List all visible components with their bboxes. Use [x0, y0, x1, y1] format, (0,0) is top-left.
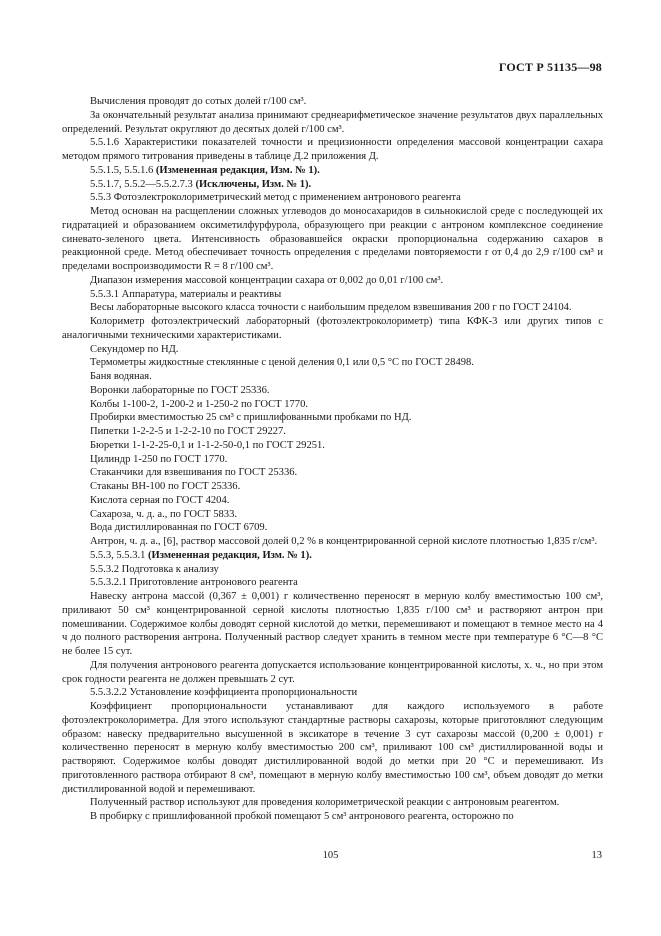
paragraph [62, 453, 603, 467]
paragraph-text: Воронки лабораторные по ГОСТ 25336. [90, 384, 270, 396]
paragraph [62, 370, 603, 384]
paragraph [62, 796, 603, 810]
paragraph [62, 288, 603, 302]
paragraph-text: Диапазон измерения массовой концентрации сахара от 0,002 до 0,01 г/100 см³. [90, 274, 444, 286]
paragraph-text: 5.5.3.2.1 Приготовление антронового реагента [90, 577, 298, 589]
amendment-note: (Исключены, Изм. № 1). [195, 178, 312, 190]
paragraph [62, 274, 603, 288]
paragraph [62, 95, 603, 109]
paragraph [62, 563, 603, 577]
paragraph [62, 178, 603, 192]
paragraph [62, 576, 603, 590]
paragraph-text: 5.5.3 Фотоэлектроколориметрический метод с применением антронового реагента [90, 192, 461, 204]
document-body [62, 95, 603, 824]
paragraph-text: Антрон, ч. д. а., [6], раствор массовой долей 0,2 % в концентрированной серной кислоте плотностью 1,835 г/см³. [90, 536, 598, 547]
paragraph [62, 521, 603, 535]
paragraph [62, 315, 603, 343]
paragraph [62, 659, 603, 687]
paragraph-text: 5.5.3.2.2 Установление коэффициента пропорциональности [90, 687, 358, 699]
paragraph-text: Пробирки вместимостью 25 см³ с пришлифованными пробками по НД. [90, 412, 412, 424]
paragraph-text: 5.5.1.6 Характеристики показателей точности и прецизионности определения массовой концентрации сахара методом прямого титрования приведены в таблице Д.2 приложения Д. [62, 137, 603, 162]
paragraph-text: Термометры жидкостные стеклянные с ценой деления 0,1 или 0,5 °С по ГОСТ 28498. [90, 357, 474, 369]
paragraph [62, 590, 603, 659]
paragraph-text: Навеску антрона массой (0,367 ± 0,001) г количественно переносят в мерную колбу вместимостью 100 см³, приливают 50 см³ концентрированной серной кислоты плотностью 1,835 г/100 см³ и растворяют антрон при помешивании. Содержимое колбы доводят серной кислотой до метки, перемешивают и помещают в темное место на 4 ч до полного растворения антрона. Полученный раствор следует хранить в темном месте при температуре 6 °С—8 °С не более 15 сут. [62, 591, 603, 657]
paragraph-text: Цилиндр 1-250 по ГОСТ 1770. [90, 453, 228, 465]
paragraph [62, 508, 603, 522]
paragraph-text: 5.5.3.1 Аппаратура, материалы и реактивы [90, 288, 282, 300]
paragraph-text: Кислота серная по ГОСТ 4204. [90, 494, 230, 506]
paragraph-text: Вода дистиллированная по ГОСТ 6709. [90, 522, 268, 534]
paragraph [62, 700, 603, 796]
paragraph [62, 480, 603, 494]
paragraph [62, 535, 603, 549]
paragraph-text: Весы лабораторные высокого класса точности с наибольшим пределом взвешивания 200 г по ГОСТ 24104. [90, 302, 572, 314]
paragraph [62, 205, 603, 274]
paragraph-text: Баня водяная. [90, 371, 152, 382]
paragraph [62, 810, 603, 824]
paragraph-text: 5.5.1.5, 5.5.1.6 [90, 164, 156, 176]
paragraph-text: Колориметр фотоэлектрический лабораторный (фотоэлектроколориметр) типа КФК-3 или других типов с аналогичными техническими характеристиками. [62, 316, 603, 341]
paragraph [62, 411, 603, 425]
amendment-note: (Измененная редакция, Изм. № 1). [155, 164, 320, 176]
amendment-note: (Измененная редакция, Изм. № 1). [148, 549, 312, 561]
paragraph [62, 425, 603, 439]
paragraph [62, 494, 603, 508]
paragraph [62, 686, 603, 700]
paragraph-text: В пробирку с пришлифованной пробкой помещают 5 см³ антронового реагента, осторожно по [90, 811, 514, 822]
paragraph-text: Пипетки 1-2-2-5 и 1-2-2-10 по ГОСТ 29227. [90, 426, 286, 437]
page-number: 105 [322, 850, 339, 861]
sheet-number: 13 [591, 850, 602, 861]
paragraph [62, 109, 603, 137]
paragraph [62, 356, 603, 370]
paragraph [62, 136, 603, 164]
paragraph [62, 384, 603, 398]
paragraph [62, 466, 603, 480]
paragraph-text: Бюретки 1-1-2-25-0,1 и 1-1-2-50-0,1 по ГОСТ 29251. [90, 439, 325, 451]
paragraph-text: Стаканы ВН-100 по ГОСТ 25336. [90, 481, 241, 492]
paragraph-text: Секундомер по НД. [90, 343, 179, 355]
paragraph-text: Коэффициент пропорциональности устанавливают для каждого используемого в работе фотоэлектроколориметра. Для этого используют стандартные растворы сахарозы, которые приготовляют следующим образом: навеску предварительно высушенной в эксикаторе в течение 3 сут сахарозы массой (0,200 ± 0,001) г количественно переносят в мерную колбу вместимостью 200 см³, приливают 100 см³ дистиллированной воды и растворяют. Содержимое колбы доводят дистиллированной водой до метки при 20 °С и перемешивают. Из приготовленного раствора отбирают 8 см³, помещают в мерную колбу вместимостью 100 см³, объем доводят до метки дистиллированной водой и перемешивают. [62, 701, 603, 795]
paragraph-text: Полученный раствор используют для проведения колориметрической реакции с антроновым реагентом. [90, 797, 560, 809]
paragraph-text: Сахароза, ч. д. а., по ГОСТ 5833. [90, 508, 237, 520]
paragraph-text: Вычисления проводят до сотых долей г/100 см³. [90, 96, 307, 107]
paragraph [62, 343, 603, 357]
paragraph-text: Для получения антронового реагента допускается использование концентрированной кислоты, х. ч., но при этом срок годности реагента не должен превышать 2 сут. [62, 659, 603, 685]
paragraph-text: Метод основан на расщеплении сложных углеводов до моносахаридов в сильнокислой среде с последующей их гидратацией и образованием оксиметилфурфурола, образующего при реакции с антроном комплексное соединение синевато-зеленого цвета. Интенсивность образовавшейся окраски пропорциональна содержанию сахаров в реакционной среде. Метод обеспечивает точность определения с пределами повторяемости r от 0,4 до 2,9 г/100 см³ и пределами воспроизводимости R = 8 г/100 см³. [62, 206, 603, 272]
paragraph [62, 398, 603, 412]
paragraph [62, 191, 603, 205]
paragraph [62, 549, 603, 563]
paragraph [62, 439, 603, 453]
paragraph [62, 164, 603, 178]
paragraph [62, 301, 603, 315]
paragraph-text: 5.5.1.7, 5.5.2—5.5.2.7.3 [90, 178, 196, 190]
doc-id-header: ГОСТ Р 51135—98 [498, 60, 602, 74]
paragraph-text: 5.5.3.2 Подготовка к анализу [90, 563, 219, 575]
paragraph-text: За окончательный результат анализа принимают среднеарифметическое значение результатов двух параллельных определений. Результат округляют до десятых долей г/100 см³. [62, 109, 603, 135]
paragraph-text: 5.5.3, 5.5.3.1 [90, 549, 149, 561]
paragraph-text: Стаканчики для взвешивания по ГОСТ 25336. [90, 467, 298, 479]
paragraph-text: Колбы 1-100-2, 1-200-2 и 1-250-2 по ГОСТ 1770. [90, 398, 308, 410]
